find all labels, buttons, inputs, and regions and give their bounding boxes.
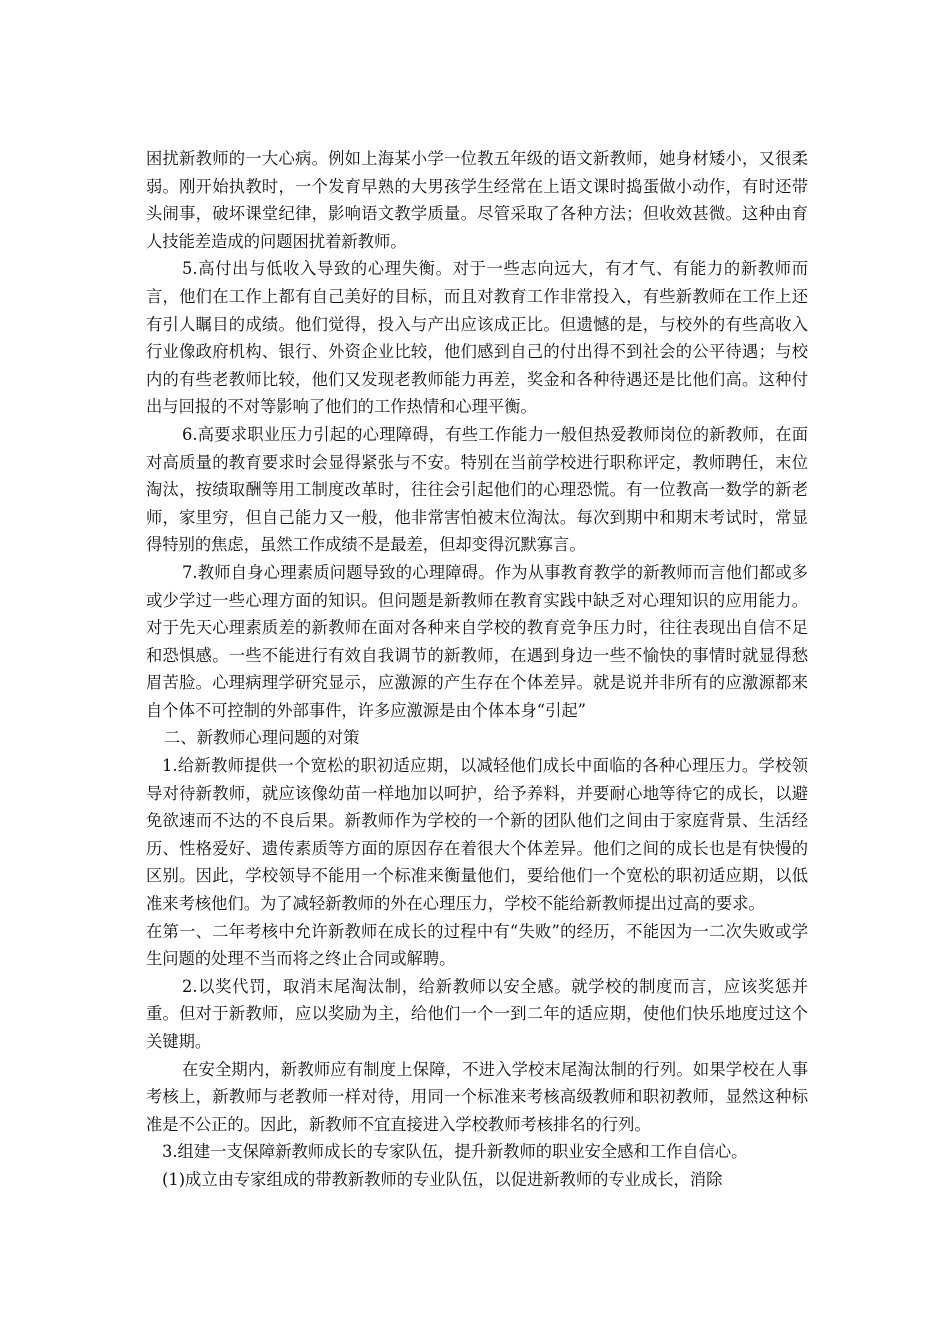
paragraph-countermeasure-1: 1.给新教师提供一个宽松的职初适应期，以减轻他们成长中面临的各种心理压力。学校领导对待新教师，就应该像幼苗一样地加以呵护，给予养料，并要耐心地等待它的成长，以避免欲速而不达的不良后果。新教师作为学校的一个新的团队他们之间由于家庭背景、生活经历、性格爱好、遗传素质等方面的原因存在着很大个体差异。他们之间的成长也是有快慢的区别。因此，学校领导不能用一个标准来衡量他们，要给他们一个宽松的职初适应期，以低准来考核他们。为了减轻新教师的外在心理压力，学校不能给新教师提出过高的要求。 <box>146 756 808 914</box>
paragraph-item-6: 6.高要求职业压力引起的心理障碍，有些工作能力一般但热爱教师岗位的新教师，在面对高质量的教育要求时会显得紧张与不安。特别在当前学校进行职称评定，教师聘任，末位淘汰，按绩取酬等用工制度改革时，往往会引起他们的心理恐慌。有一位教高一数学的新老师，家里穷，但自己能力又一般，他非常害怕被末位淘汰。每次到期中和期末考试时，常显得特别的焦虑，虽然工作成绩不是最差，但却变得沉默寡言。 <box>146 424 808 555</box>
paragraph-item-7: 7.教师自身心理素质问题导致的心理障碍。作为从事教育教学的新教师而言他们都或多或少学过一些心理方面的知识。但问题是新教师在教育实践中缺乏对心理知识的应用能力。对于先天心理素质差的新教师在面对各种来自学校的教育竞争压力时，往往表现出自信不足和恐惧感。一些不能进行有效自我调节的新教师，在遇到身边一些不愉快的事情时就显得愁眉苦脸。心理病理学研究显示，应激源的产生存在个体差异。就是说并非所有的应激源都来自个体不可控制的外部事件，许多应激源是由个体本身“引起” <box>146 562 808 720</box>
paragraph-countermeasure-3: 3.组建一支保障新教师成长的专家队伍，提升新教师的职业安全感和工作自信心。 <box>162 1142 748 1162</box>
paragraph-countermeasure-2: 2.以奖代罚，取消末尾淘汰制，给新教师以安全感。就学校的制度而言，应该奖惩并重。但对于新教师，应以奖励为主，给他们一个一到二年的适应期，使他们快乐地度过这个关键期。 <box>146 976 808 1051</box>
paragraph-safety-period: 在安全期内，新教师应有制度上保障，不进入学校末尾淘汰制的行列。如果学校在人事考核上，新教师与老教师一样对待，用同一个标准来考核高级教师和职初教师，显然这种标准是不公正的。因此，新教师不宜直接进入学校教师考核排名的行列。 <box>146 1059 808 1134</box>
paragraph-first-second-year: 在第一、二年考核中允许新教师在成长的过程中有“失败”的经历，不能因为一二次失败或学生问题的处理不当而将之终止合同或解聘。 <box>146 921 808 969</box>
document-body <box>146 145 808 1194</box>
paragraph-continuation: 困扰新教师的一大心病。例如上海某小学一位教五年级的语文新教师，她身材矮小，又很柔弱。刚开始执教时，一个发育早熟的大男孩学生经常在上语文课时捣蛋做小动作，有时还带头闹事，破坏课堂纪律，影响语文教学质量。尽管采取了各种方法；但收效甚微。这种由育人技能差造成的问题困扰着新教师。 <box>146 149 808 251</box>
section-heading-countermeasures: 二、新教师心理问题的对策 <box>164 728 360 748</box>
paragraph-expert-team: (1)成立由专家组成的带教新教师的专业队伍，以促进新教师的专业成长，消除 <box>162 1169 723 1189</box>
paragraph-item-5: 5.高付出与低收入导致的心理失衡。对于一些志向远大，有才气、有能力的新教师而言，他们在工作上都有自己美好的目标，而且对教育工作非常投入，有些新教师在工作上还有引人瞩目的成绩。他们觉得，投入与产出应该成正比。但遗憾的是，与校外的有些高收入行业像政府机构、银行、外资企业比较，他们感到自己的付出得不到社会的公平待遇；与校内的有些老教师比较，他们又发现老教师能力再差，奖金和各种待遇还是比他们高。这种付出与回报的不对等影响了他们的工作热情和心理平衡。 <box>146 259 808 417</box>
